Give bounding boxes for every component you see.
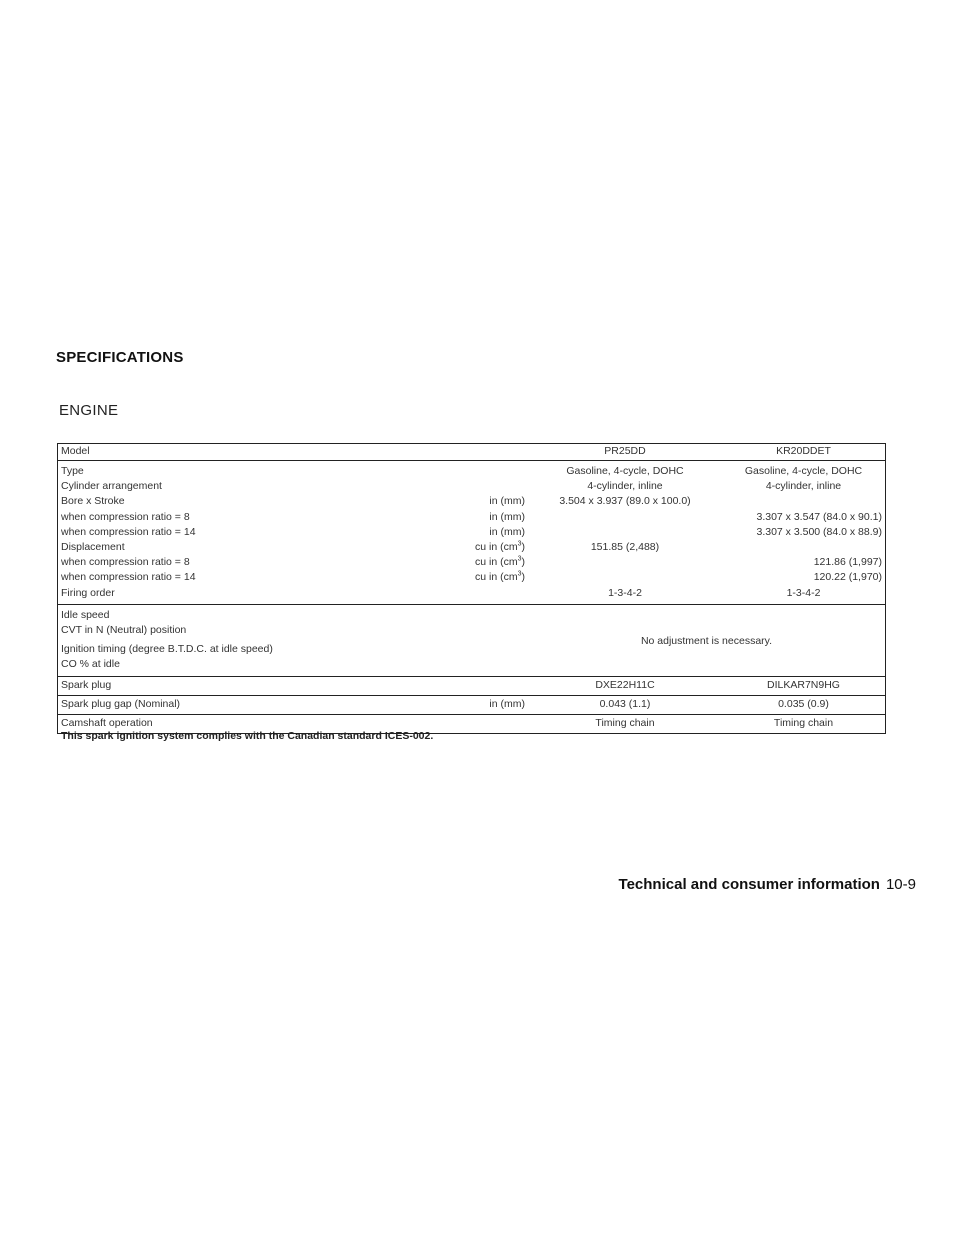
row-label: Idle speed bbox=[58, 604, 395, 623]
row-value-kr20ddet: DILKAR7N9HG bbox=[722, 676, 886, 695]
row-value-pr25dd bbox=[528, 510, 722, 525]
row-unit: in (mm) bbox=[489, 510, 525, 523]
row-unit: cu in $(cm^3)$ bbox=[475, 540, 525, 554]
row-value-pr25dd: Timing chain bbox=[528, 714, 722, 733]
row-label: Type bbox=[58, 461, 395, 480]
table-row bbox=[58, 586, 886, 605]
row-value-kr20ddet: 1-3-4-2 bbox=[786, 586, 821, 599]
table-row bbox=[58, 510, 886, 525]
row-unit: in (mm) bbox=[489, 525, 525, 538]
row-value-pr25dd: 4-cylinder, inline bbox=[587, 480, 663, 493]
row-value-kr20ddet: 3.307 x 3.500 (84.0 x 88.9) bbox=[756, 525, 882, 538]
table-row bbox=[58, 604, 886, 623]
row-value-kr20ddet: 4-cylinder, inline bbox=[765, 480, 842, 493]
table-row bbox=[58, 570, 886, 585]
engine-spec-table bbox=[57, 443, 886, 734]
row-unit: in (mm) bbox=[489, 495, 525, 508]
footer-chapter-title: Technical and consumer information bbox=[618, 876, 880, 893]
table-row bbox=[58, 525, 886, 540]
row-label: Spark plug bbox=[58, 676, 395, 695]
compliance-note: This spark ignition system complies with the Canadian standard ICES-002. bbox=[61, 730, 434, 742]
row-label: Ignition timing (degree B.T.D.C. at idle speed) bbox=[61, 643, 273, 656]
row-value-pr25dd: 0.043 (1.1) bbox=[528, 695, 722, 714]
row-unit: cu in $(cm^3)$ bbox=[475, 555, 525, 569]
table-header-row bbox=[58, 444, 886, 461]
row-label: Bore x Stroke bbox=[61, 495, 125, 508]
row-unit: in (mm) bbox=[394, 695, 528, 714]
idle-group-value: No adjustment is necessary. bbox=[528, 604, 886, 676]
row-value-kr20ddet: 121.86 (1,997) bbox=[813, 556, 882, 569]
row-label: CO % at idle bbox=[61, 658, 120, 671]
header-kr20ddet: KR20DDET bbox=[722, 444, 886, 461]
row-label: Firing order bbox=[61, 586, 115, 599]
row-value-kr20ddet: 0.035 (0.9) bbox=[722, 695, 886, 714]
row-label: when compression ratio = 8 bbox=[61, 556, 190, 569]
row-value-pr25dd: 1-3-4-2 bbox=[608, 586, 642, 599]
row-value-kr20ddet: 3.307 x 3.547 (84.0 x 90.1) bbox=[756, 510, 882, 523]
table-row bbox=[58, 461, 886, 480]
row-value-pr25dd bbox=[528, 555, 722, 570]
table-row bbox=[58, 479, 886, 494]
row-value-pr25dd bbox=[528, 570, 722, 585]
header-model-label: Model bbox=[58, 444, 395, 461]
row-label: Displacement bbox=[61, 541, 125, 554]
table-row bbox=[58, 494, 886, 509]
row-label: when compression ratio = 8 bbox=[61, 510, 190, 523]
row-value-kr20ddet bbox=[722, 494, 886, 509]
section-title: SPECIFICATIONS bbox=[56, 349, 184, 366]
row-label: CVT in N (Neutral) position bbox=[61, 624, 187, 637]
row-value-pr25dd bbox=[528, 525, 722, 540]
page-footer bbox=[619, 876, 916, 893]
row-value-pr25dd: DXE22H11C bbox=[528, 676, 722, 695]
table-row bbox=[58, 540, 886, 555]
subsection-title: ENGINE bbox=[59, 402, 119, 419]
table-row bbox=[58, 555, 886, 570]
row-value-kr20ddet bbox=[722, 540, 886, 555]
row-label: Cylinder arrangement bbox=[61, 480, 162, 493]
row-value-kr20ddet: Gasoline, 4-cycle, DOHC bbox=[722, 461, 886, 480]
header-pr25dd: PR25DD bbox=[528, 444, 722, 461]
row-value-pr25dd: 3.504 x 3.937 (89.0 x 100.0) bbox=[559, 495, 691, 508]
row-label: Camshaft operation bbox=[58, 714, 395, 733]
table-row bbox=[58, 695, 886, 714]
row-label: Spark plug gap (Nominal) bbox=[58, 695, 395, 714]
row-unit: cu in $(cm^3)$ bbox=[475, 570, 525, 584]
row-value-pr25dd: 151.85 (2,488) bbox=[590, 541, 660, 554]
row-value-pr25dd: Gasoline, 4-cycle, DOHC bbox=[528, 461, 722, 480]
row-label: when compression ratio = 14 bbox=[61, 525, 196, 538]
row-value-kr20ddet: 120.22 (1,970) bbox=[813, 571, 882, 584]
row-value-kr20ddet: Timing chain bbox=[722, 714, 886, 733]
page-number: 10-9 bbox=[885, 876, 916, 893]
table-row bbox=[58, 676, 886, 695]
row-label: when compression ratio = 14 bbox=[61, 571, 196, 584]
